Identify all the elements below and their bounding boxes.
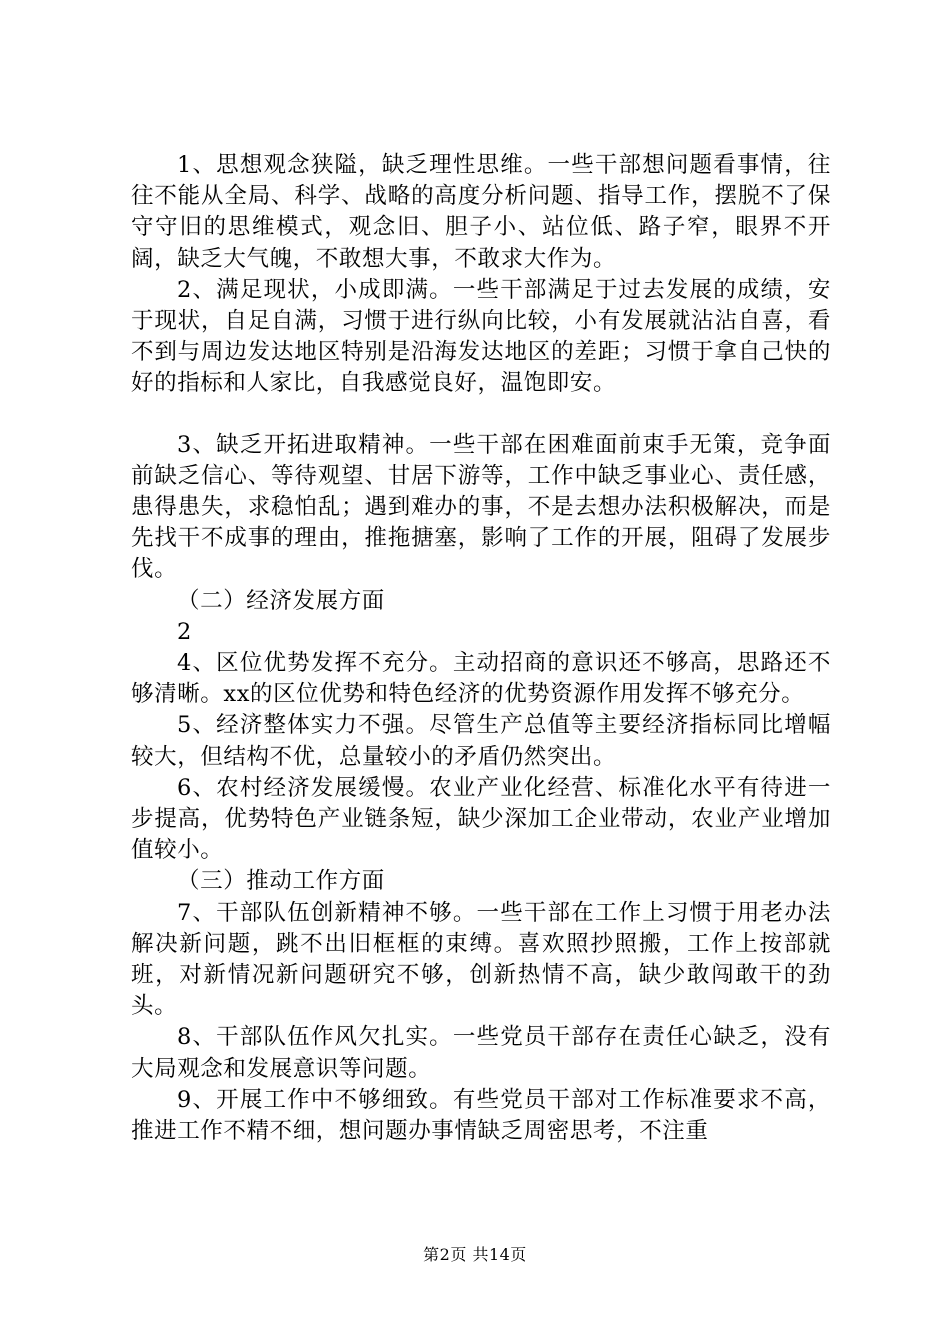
paragraph-item-4: 4、区位优势发挥不充分。主动招商的意识还不够高，思路还不够清晰。xx的区位优势和特色经济的优势资源作用发挥不够充分。 [131,650,831,708]
paragraph-item-9: 9、开展工作中不够细致。有些党员干部对工作标准要求不高，推进工作不精不细，想问题办事情缺乏周密思考，不注重 [131,1086,831,1145]
paragraph-item-5: 5、经济整体实力不强。尽管生产总值等主要经济指标同比增幅较大，但结构不优，总量较小的矛盾仍然突出。 [131,712,831,770]
paragraph-item-2: 2、满足现状，小成即满。一些干部满足于过去发展的成绩，安于现状，自足自满，习惯于进行纵向比较，小有发展就沾沾自喜，看不到与周边发达地区特别是沿海发达地区的差距；习惯于拿自己快的好的指标和人家比，自我感觉良好，温饱即安。 [131,276,831,397]
section-heading-work: （三）推动工作方面 [177,868,385,895]
paragraph-item-3: 3、缺乏开拓进取精神。一些干部在困难面前束手无策，竞争面前缺乏信心、等待观望、甘居下游等，工作中缺乏事业心、责任感，患得患失，求稳怕乱；遇到难办的事，不是去想办法积极解决，而是先找干不成事的理由，推拖搪塞，影响了工作的开展，阻碍了发展步伐。 [131,431,831,583]
section-heading-economy: （二）经济发展方面 [177,587,385,614]
page-footer: 第2页 共14页 [423,1245,527,1264]
paragraph-item-7: 7、干部队伍创新精神不够。一些干部在工作上习惯于用老办法解决新问题，跳不出旧框框的束缚。喜欢照抄照搬，工作上按部就班，对新情况新问题研究不够，创新热情不高，缺少敢闯敢干的劲头。 [131,899,831,1020]
paragraph-item-1: 1、思想观念狭隘，缺乏理性思维。一些干部想问题看事情，往往不能从全局、科学、战略的高度分析问题、指导工作，摆脱不了保守守旧的思维模式，观念旧、胆子小、站位低、路子窄，眼界不开阔，缺乏大气魄，不敢想大事，不敢求大作为。 [131,152,831,272]
document-body [131,150,831,1147]
paragraph-item-8: 8、干部队伍作风欠扎实。一些党员干部存在责任心缺乏，没有大局观念和发展意识等问题。 [131,1024,831,1082]
paragraph-item-6: 6、农村经济发展缓慢。农业产业化经营、标准化水平有待进一步提高，优势特色产业链条短，缺少深加工企业带动，农业产业增加值较小。 [131,774,831,864]
inline-page-number: 2 [177,618,192,645]
